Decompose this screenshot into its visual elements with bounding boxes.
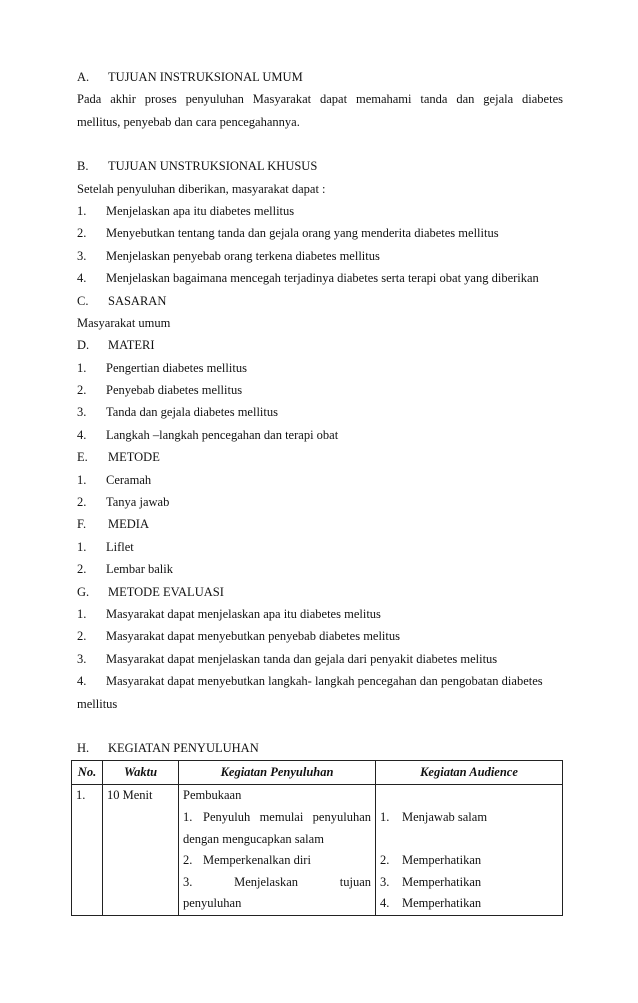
list-item: 1. Liflet xyxy=(77,539,134,554)
section-g-heading xyxy=(77,581,563,603)
list-item-continuation: mellitus xyxy=(77,696,118,711)
activity-item: 1. Penyuluh memulai penyuluhan xyxy=(183,809,371,824)
column-header: Waktu xyxy=(103,761,179,785)
table-header-row xyxy=(72,761,563,785)
column-header: No. xyxy=(72,761,103,785)
document-page xyxy=(77,66,563,916)
section-b-intro: Setelah penyuluhan diberikan, masyarakat dapat : xyxy=(77,181,326,196)
activity-item-continuation: penyuluhan xyxy=(183,896,242,911)
section-letter: B. xyxy=(77,159,89,174)
section-a-paragraph-line: Pada akhir proses penyuluhan Masyarakat dapat memahami tanda dan gejala diabetes xyxy=(77,92,563,107)
section-letter: C. xyxy=(77,293,89,308)
section-h-heading xyxy=(77,737,563,759)
activity-item-continuation: dengan mengucapkan salam xyxy=(183,831,324,846)
list-item: 2. Penyebab diabetes mellitus xyxy=(77,383,243,398)
table-row xyxy=(72,785,563,916)
list-item: 2. Menyebutkan tentang tanda dan gejala orang yang menderita diabetes mellitus xyxy=(77,226,499,241)
section-b-heading xyxy=(77,155,563,177)
audience-item: 4. Memperhatikan xyxy=(380,896,482,911)
section-letter: A. xyxy=(77,70,90,84)
section-letter: F. xyxy=(77,517,87,532)
section-title: MATERI xyxy=(108,338,155,353)
section-c-heading xyxy=(77,290,563,312)
kegiatan-table xyxy=(71,760,563,916)
section-title: KEGIATAN PENYULUHAN xyxy=(108,740,259,755)
section-d-heading xyxy=(77,334,563,356)
pembukaan-label: Pembukaan xyxy=(183,788,242,803)
list-item: 1. Pengertian diabetes mellitus xyxy=(77,360,247,375)
cell-no: 1. xyxy=(72,785,103,916)
list-item: 3. Masyarakat dapat menjelaskan tanda dan gejala dari penyakit diabetes melitus xyxy=(77,651,498,666)
list-item: 3. Tanda dan gejala diabetes mellitus xyxy=(77,405,278,420)
list-item: 4. Masyarakat dapat menyebutkan langkah- langkah pencegahan dan pengobatan diabetes xyxy=(77,674,543,689)
list-item: 3. Menjelaskan penyebab orang terkena diabetes mellitus xyxy=(77,248,380,263)
audience-item: 3. Memperhatikan xyxy=(380,874,482,889)
section-a-heading xyxy=(77,66,563,88)
audience-item: 2. Memperhatikan xyxy=(380,853,482,868)
cell-waktu: 10 Menit xyxy=(103,785,179,916)
section-c-text: Masyarakat umum xyxy=(77,315,171,330)
section-letter: G. xyxy=(77,584,90,599)
column-header: Kegiatan Audience xyxy=(376,761,563,785)
section-f-heading xyxy=(77,513,563,535)
section-title: TUJUAN UNSTRUKSIONAL KHUSUS xyxy=(108,159,318,174)
column-header: Kegiatan Penyuluhan xyxy=(179,761,376,785)
section-letter: D. xyxy=(77,338,90,353)
section-title: SASARAN xyxy=(108,293,167,308)
cell-kegiatan-penyuluhan xyxy=(179,785,376,916)
section-e-heading xyxy=(77,446,563,468)
list-item: 2. Tanya jawab xyxy=(77,495,170,510)
activity-item: 2. Memperkenalkan diri xyxy=(183,853,311,868)
list-item: 1. Menjelaskan apa itu diabetes mellitus xyxy=(77,203,295,218)
section-letter: E. xyxy=(77,450,88,465)
cell-kegiatan-audience xyxy=(376,785,563,916)
section-title: METODE xyxy=(108,450,160,465)
section-title: MEDIA xyxy=(108,517,149,532)
list-item: 4. Langkah –langkah pencegahan dan terapi obat xyxy=(77,427,339,442)
section-a-paragraph-line: mellitus, penyebab dan cara pencegahannya. xyxy=(77,114,300,129)
list-item: 2. Masyarakat dapat menyebutkan penyebab diabetes melitus xyxy=(77,629,400,644)
list-item: 1. Ceramah xyxy=(77,472,152,487)
section-letter: H. xyxy=(77,740,90,755)
list-item: 1. Masyarakat dapat menjelaskan apa itu diabetes melitus xyxy=(77,606,381,621)
list-item: 2. Lembar balik xyxy=(77,562,173,577)
list-item: 4. Menjelaskan bagaimana mencegah terjadinya diabetes serta terapi obat yang diberikan xyxy=(77,271,539,286)
section-title: METODE EVALUASI xyxy=(108,584,224,599)
activity-item: 3. Menjelaskan tujuan xyxy=(183,874,371,889)
section-title: TUJUAN INSTRUKSIONAL UMUM xyxy=(108,70,303,84)
audience-item: 1. Menjawab salam xyxy=(380,809,488,824)
